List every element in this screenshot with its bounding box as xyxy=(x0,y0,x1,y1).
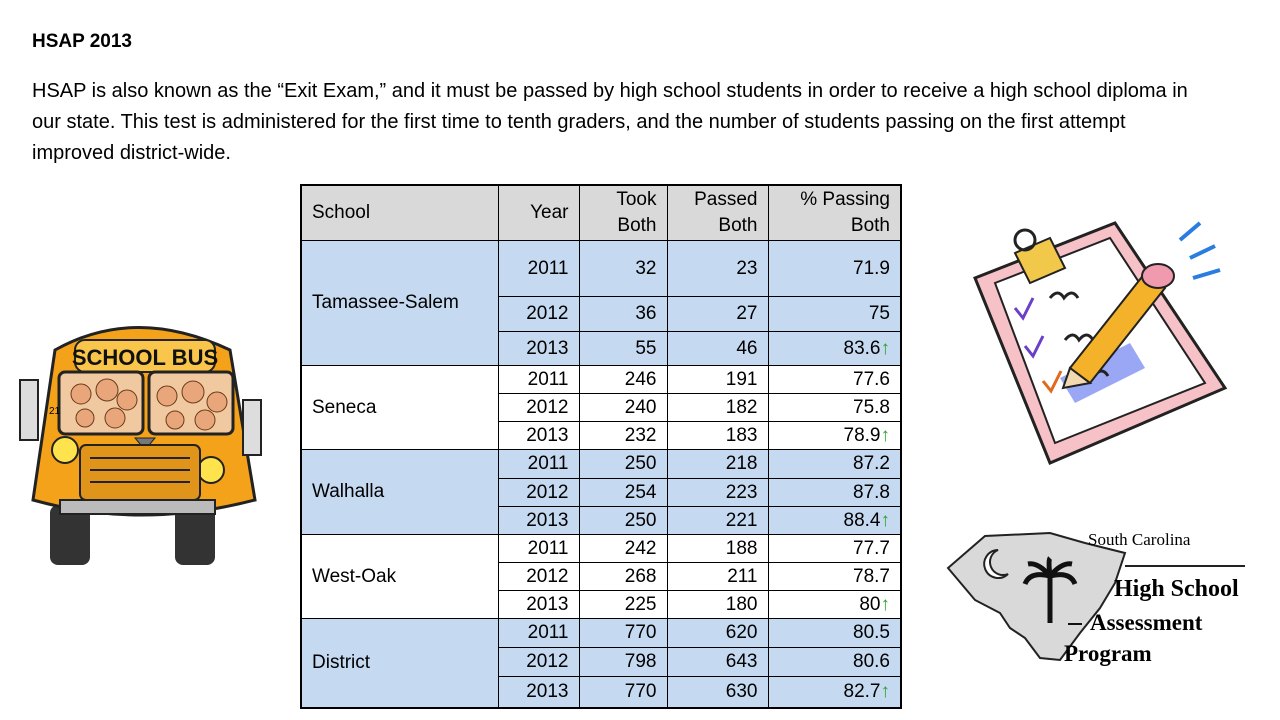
passed-cell: 218 xyxy=(667,450,768,479)
bus-number: 21 xyxy=(49,406,61,417)
header-passed-both: Passed Both xyxy=(667,185,768,241)
percent-value: 75 xyxy=(868,303,890,324)
passed-cell: 188 xyxy=(667,535,768,563)
year-cell: 2012 xyxy=(498,297,579,332)
hsap-results-table xyxy=(300,184,902,709)
school-name-cell: Walhalla xyxy=(301,450,498,535)
passed-cell: 211 xyxy=(667,563,768,591)
year-cell: 2011 xyxy=(498,241,579,297)
year-cell: 2012 xyxy=(498,648,579,677)
percent-value: 88.4 xyxy=(843,509,881,531)
percent-value: 77.7 xyxy=(853,537,890,559)
table-row xyxy=(301,450,901,479)
passed-cell: 46 xyxy=(667,332,768,366)
percent-value: 78.7 xyxy=(853,565,890,587)
percent-passing-cell xyxy=(768,479,901,507)
table-row xyxy=(301,535,901,563)
percent-passing-cell xyxy=(768,450,901,479)
year-cell: 2012 xyxy=(498,394,579,422)
school-name-cell: District xyxy=(301,619,498,708)
percent-passing-cell xyxy=(768,241,901,297)
took-cell: 250 xyxy=(579,450,667,479)
took-cell: 232 xyxy=(579,422,667,450)
percent-value: 75.8 xyxy=(853,396,890,418)
logo-line-4: Program xyxy=(1064,641,1152,666)
passed-cell: 23 xyxy=(667,241,768,297)
up-arrow-icon: ↑ xyxy=(880,337,890,359)
up-arrow-icon: ↑ xyxy=(880,509,890,531)
percent-value: 87.2 xyxy=(853,453,890,474)
percent-passing-cell xyxy=(768,394,901,422)
percent-value: 80.6 xyxy=(853,651,890,672)
percent-passing-cell xyxy=(768,507,901,535)
took-cell: 250 xyxy=(579,507,667,535)
percent-passing-cell xyxy=(768,677,901,708)
took-cell: 32 xyxy=(579,241,667,297)
took-cell: 246 xyxy=(579,366,667,394)
up-arrow-icon: ↑ xyxy=(880,680,890,702)
header-year: Year xyxy=(498,185,579,241)
percent-passing-cell xyxy=(768,422,901,450)
took-cell: 798 xyxy=(579,648,667,677)
took-cell: 55 xyxy=(579,332,667,366)
year-cell: 2013 xyxy=(498,332,579,366)
percent-passing-cell xyxy=(768,619,901,648)
school-name-cell: Tamassee-Salem xyxy=(301,241,498,366)
took-cell: 770 xyxy=(579,677,667,708)
page-title: HSAP 2013 xyxy=(32,31,132,52)
up-arrow-icon: ↑ xyxy=(880,424,890,446)
percent-value: 83.6 xyxy=(843,337,881,359)
percent-value: 80.5 xyxy=(853,622,890,643)
took-cell: 36 xyxy=(579,297,667,332)
logo-line-3: Assessment xyxy=(1090,610,1203,635)
year-cell: 2011 xyxy=(498,366,579,394)
school-name-cell: West-Oak xyxy=(301,535,498,619)
year-cell: 2011 xyxy=(498,619,579,648)
percent-value: 87.8 xyxy=(853,481,890,503)
percent-value: 78.9 xyxy=(843,424,881,446)
percent-value: 80 xyxy=(859,593,881,615)
took-cell: 770 xyxy=(579,619,667,648)
table-row xyxy=(301,366,901,394)
passed-cell: 27 xyxy=(667,297,768,332)
up-arrow-icon: ↑ xyxy=(880,593,890,615)
header-took-both: Took Both xyxy=(579,185,667,241)
year-cell: 2013 xyxy=(498,591,579,619)
year-cell: 2013 xyxy=(498,422,579,450)
table-row xyxy=(301,241,901,297)
year-cell: 2011 xyxy=(498,535,579,563)
year-cell: 2011 xyxy=(498,450,579,479)
percent-passing-cell xyxy=(768,297,901,332)
table-row xyxy=(301,619,901,648)
passed-cell: 180 xyxy=(667,591,768,619)
percent-passing-cell xyxy=(768,332,901,366)
logo-line-2: High School xyxy=(1114,576,1239,602)
took-cell: 242 xyxy=(579,535,667,563)
passed-cell: 223 xyxy=(667,479,768,507)
percent-value: 71.9 xyxy=(853,257,890,279)
bus-sign-text: SCHOOL BUS xyxy=(71,345,219,370)
took-cell: 225 xyxy=(579,591,667,619)
table-body xyxy=(301,241,901,708)
year-cell: 2013 xyxy=(498,507,579,535)
took-cell: 240 xyxy=(579,394,667,422)
passed-cell: 630 xyxy=(667,677,768,708)
sc-hsap-logo xyxy=(940,528,1270,678)
percent-passing-cell xyxy=(768,366,901,394)
passed-cell: 183 xyxy=(667,422,768,450)
year-cell: 2013 xyxy=(498,677,579,708)
passed-cell: 643 xyxy=(667,648,768,677)
passed-cell: 620 xyxy=(667,619,768,648)
took-cell: 254 xyxy=(579,479,667,507)
passed-cell: 221 xyxy=(667,507,768,535)
percent-value: 82.7 xyxy=(843,680,881,702)
percent-passing-cell xyxy=(768,648,901,677)
percent-passing-cell xyxy=(768,563,901,591)
took-cell: 268 xyxy=(579,563,667,591)
clipboard-pencil-illustration xyxy=(965,218,1235,468)
intro-paragraph: HSAP is also known as the “Exit Exam,” and it must be passed by high school students in order to receive a high school diploma in our state. This test is administered for the first time to tenth graders, and the number of students passing on the first attempt improved district-wide. xyxy=(32,80,1188,164)
school-name-cell: Seneca xyxy=(301,366,498,450)
percent-value: 77.6 xyxy=(853,368,890,390)
header-percent-passing: % Passing Both xyxy=(768,185,901,241)
table-header-row xyxy=(301,185,901,241)
percent-passing-cell xyxy=(768,535,901,563)
passed-cell: 191 xyxy=(667,366,768,394)
year-cell: 2012 xyxy=(498,563,579,591)
header-school: School xyxy=(301,185,498,241)
percent-passing-cell xyxy=(768,591,901,619)
school-bus-illustration xyxy=(15,310,275,580)
year-cell: 2012 xyxy=(498,479,579,507)
logo-line-1: South Carolina xyxy=(1088,530,1191,549)
passed-cell: 182 xyxy=(667,394,768,422)
